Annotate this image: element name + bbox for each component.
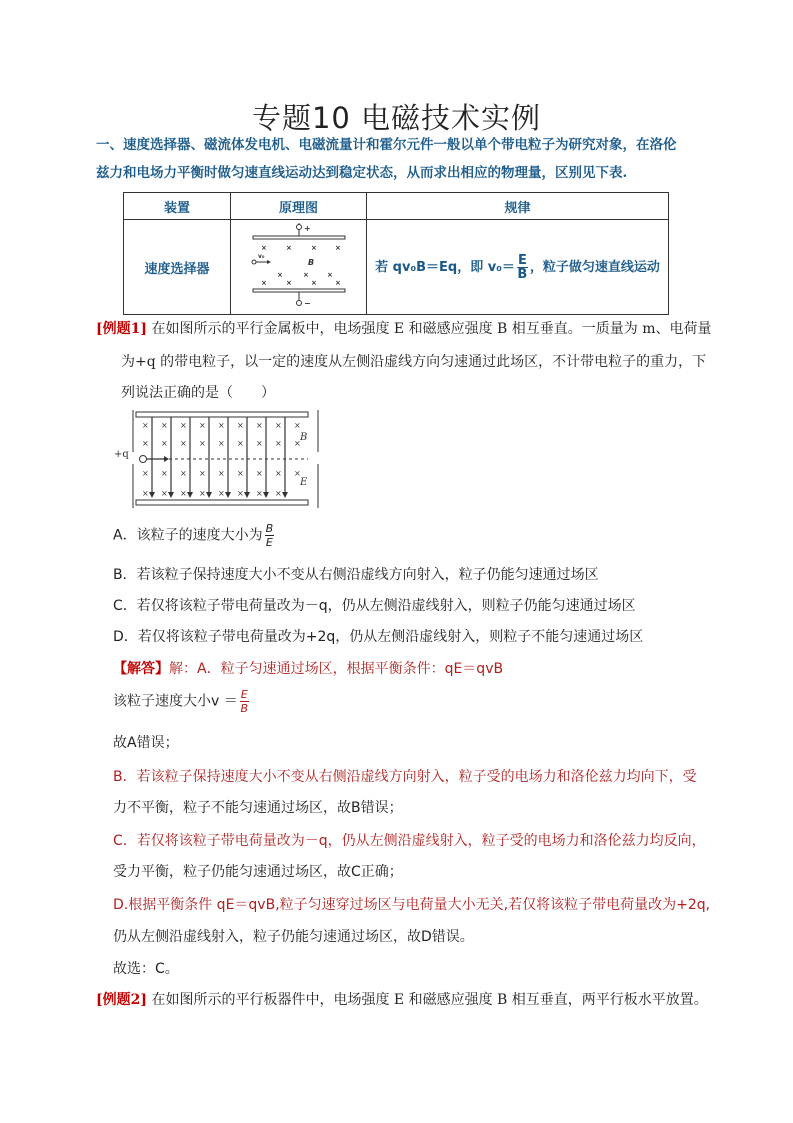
solution-a-fraction: [240, 688, 249, 715]
svg-text:×: ×: [334, 244, 341, 252]
svg-text:×: ×: [275, 439, 282, 448]
diagram-cell: [231, 220, 367, 315]
svg-text:×: ×: [294, 421, 301, 430]
table-header: 规律: [367, 193, 669, 220]
rule-fraction: [517, 254, 528, 281]
minus-label: −: [303, 299, 311, 307]
svg-text:×: ×: [294, 439, 301, 448]
svg-text:×: ×: [161, 469, 168, 478]
svg-text:×: ×: [180, 421, 187, 430]
option-a-numerator: B: [265, 522, 274, 535]
rule-cell: [367, 220, 669, 315]
table-header: 装置: [124, 193, 231, 220]
svg-text:×: ×: [275, 469, 282, 478]
svg-text:×: ×: [256, 469, 263, 478]
svg-text:×: ×: [218, 421, 225, 430]
example2-tag: [例题2]: [96, 992, 147, 1008]
svg-text:×: ×: [237, 439, 244, 448]
svg-text:×: ×: [142, 421, 149, 430]
b-label: B: [307, 258, 314, 267]
svg-text:×: ×: [218, 469, 225, 478]
solution-d-line-1: D.根据平衡条件 qE＝qvB,粒子匀速穿过场区与电荷量大小无关,若仅将该粒子带电荷量改为+2q,: [113, 897, 711, 913]
device-cell: 速度选择器: [124, 220, 231, 315]
intro-line-1: 一、速度选择器、磁流体发电机、电磁流量计和霍尔元件一般以单个带电粒子为研究对象，在洛伦: [96, 137, 677, 153]
example2-text: 在如图所示的平行板器件中，电场强度 E 和磁感应强度 B 相互垂直，两平行板水平放置。: [151, 992, 708, 1008]
svg-text:×: ×: [161, 421, 168, 430]
example1-figure: [112, 408, 322, 512]
velocity-selector-diagram: [239, 223, 359, 307]
rule-denominator: B: [517, 266, 528, 282]
solution-a-line-1: [113, 658, 503, 678]
rule-suffix: ，粒子做匀速直线运动: [529, 259, 660, 275]
intro-line-2: 兹力和电场力平衡时做匀速直线运动达到稳定状态，从而求出相应的物理量，区别见下表.: [96, 165, 628, 181]
svg-text:×: ×: [237, 469, 244, 478]
svg-text:×: ×: [326, 271, 333, 279]
v0-label: v₀: [257, 253, 265, 260]
svg-text:×: ×: [334, 279, 341, 287]
svg-text:×: ×: [199, 421, 206, 430]
svg-text:×: ×: [256, 489, 263, 498]
svg-text:×: ×: [142, 439, 149, 448]
option-b: B．若该粒子保持速度大小不变从右侧沿虚线方向射入，粒子仍能匀速通过场区: [113, 567, 599, 583]
solution-a-text: 解：A．粒子匀速通过场区，根据平衡条件：qE＝qvB: [169, 661, 504, 677]
svg-text:×: ×: [199, 439, 206, 448]
example1-line-1: [96, 313, 716, 346]
svg-text:×: ×: [199, 489, 206, 498]
svg-text:×: ×: [161, 439, 168, 448]
svg-text:×: ×: [275, 421, 282, 430]
svg-text:×: ×: [275, 489, 282, 498]
table-row: [124, 220, 669, 315]
svg-text:×: ×: [142, 489, 149, 498]
solution-a-prefix: 该粒子速度大小v ＝: [113, 693, 238, 710]
solution-c-line-2: 受力平衡，粒子仍能匀速通过场区，故C正确；: [113, 864, 403, 880]
solution-tag: 【解答】: [113, 661, 169, 677]
svg-text:×: ×: [218, 439, 225, 448]
example1-line-3: 列说法正确的是（ ）: [121, 385, 275, 401]
svg-text:×: ×: [180, 469, 187, 478]
e-field-label: E: [300, 477, 308, 488]
solution-c-line-1: C．若仅将该粒子带电荷量改为－q，仍从左侧沿虚线射入，粒子受的电场力和洛伦兹力均反向，: [113, 833, 706, 849]
svg-text:×: ×: [180, 489, 187, 498]
svg-text:×: ×: [256, 439, 263, 448]
plus-label: +: [303, 224, 311, 233]
comparison-table: [123, 192, 669, 315]
rule-prefix: 若 qv₀B＝Eq，即 v₀＝: [375, 259, 515, 275]
option-a-denominator: E: [265, 536, 273, 549]
solution-answer: 故选：C。: [113, 961, 179, 977]
option-a: [113, 522, 276, 549]
svg-text:×: ×: [161, 489, 168, 498]
example2-line-1: [96, 984, 726, 1017]
solution-b-line-2: 力不平衡，粒子不能匀速通过场区，故B错误；: [113, 800, 403, 816]
solution-a-line-3: 故A错误；: [113, 735, 179, 751]
option-c: C．若仅将该粒子带电荷量改为－q，仍从左侧沿虚线射入，则粒子仍能匀速通过场区: [113, 598, 636, 614]
example1-line-2: 为+q 的带电粒子，以一定的速度从左侧沿虚线方向匀速通过此场区，不计带电粒子的重力，下: [121, 354, 707, 370]
svg-text:×: ×: [180, 439, 187, 448]
b-field-label: B: [300, 432, 308, 443]
charge-label: +q: [114, 449, 129, 460]
svg-text:×: ×: [142, 469, 149, 478]
svg-text:×: ×: [310, 279, 317, 287]
page-title: 专题10 电磁技术实例: [251, 101, 542, 135]
option-a-text: A．该粒子的速度大小为: [113, 527, 263, 544]
svg-text:×: ×: [302, 271, 309, 279]
svg-text:×: ×: [256, 421, 263, 430]
table-header-row: [124, 193, 669, 220]
svg-text:×: ×: [199, 469, 206, 478]
table-header: 原理图: [231, 193, 367, 220]
solution-d-line-2: 仍从左侧沿虚线射入，粒子仍能匀速通过场区，故D错误。: [113, 929, 474, 945]
svg-text:×: ×: [276, 271, 283, 279]
svg-text:×: ×: [294, 469, 301, 478]
solution-a-line-2: [113, 688, 251, 715]
example1-tag: [例题1]: [96, 321, 147, 337]
solution-a-denominator: B: [240, 702, 248, 715]
solution-a-numerator: E: [240, 688, 248, 701]
option-d: D．若仅将该粒子带电荷量改为+2q，仍从左侧沿虚线射入，则粒子不能匀速通过场区: [113, 629, 644, 645]
svg-text:×: ×: [285, 244, 292, 252]
svg-text:×: ×: [218, 489, 225, 498]
svg-text:×: ×: [237, 421, 244, 430]
svg-text:×: ×: [260, 279, 267, 287]
rule-numerator: E: [517, 252, 527, 268]
svg-text:×: ×: [310, 244, 317, 252]
option-a-fraction: [265, 522, 275, 549]
svg-text:×: ×: [237, 489, 244, 498]
svg-text:×: ×: [285, 279, 292, 287]
svg-text:×: ×: [260, 244, 267, 252]
example1-text: 在如图所示的平行金属板中，电场强度 E 和磁感应强度 B 相互垂直。一质量为 m、电荷量: [151, 321, 712, 337]
solution-b-line-1: B．若该粒子保持速度大小不变从右侧沿虚线方向射入，粒子受的电场力和洛伦兹力均向下，受: [113, 769, 697, 785]
